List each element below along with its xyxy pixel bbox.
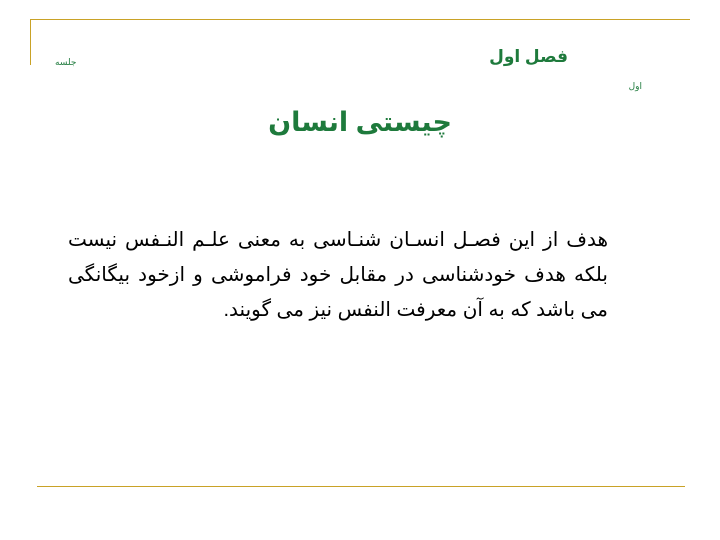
- slide-heading: چیستی انسان: [268, 107, 452, 137]
- session-label: جلسه: [55, 57, 77, 67]
- top-divider: [30, 19, 690, 20]
- chapter-number: اول: [628, 81, 642, 91]
- left-divider: [30, 19, 31, 65]
- slide-body-text: هدف از این فصـل انسـان شنـاسی به معنی علـم النـفس نیست بلکه هدف خودشناسی در مقابل خود فراموشی و ازخود بیگانگی می باشد که به آن معرفت النفس نیز می گویند.: [68, 229, 608, 321]
- bottom-divider: [37, 486, 685, 487]
- chapter-title: فصل اول: [489, 47, 568, 66]
